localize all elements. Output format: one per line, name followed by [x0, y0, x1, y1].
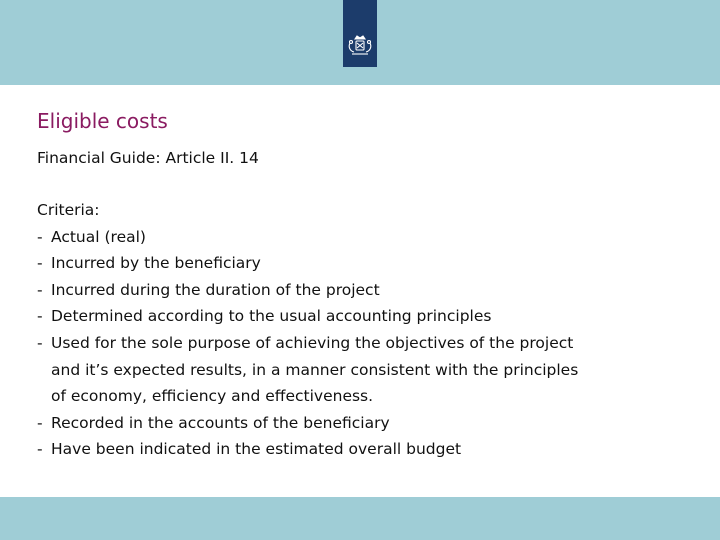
bullet-marker: - [37, 254, 43, 273]
bullet-marker: - [37, 227, 43, 246]
criteria-heading: Criteria: [37, 201, 100, 219]
criteria-item-text: Incurred during the duration of the project [51, 280, 380, 299]
criteria-item [37, 410, 707, 437]
criteria-item-text: Used for the sole purpose of achieving the objectives of the project [51, 333, 574, 352]
bullet-marker: - [37, 307, 43, 326]
criteria-item-text: Determined according to the usual accounting principles [51, 307, 492, 326]
criteria-item-text: Actual (real) [51, 227, 146, 246]
slide-title: Eligible costs [37, 109, 168, 133]
coat-of-arms-icon [347, 34, 373, 58]
criteria-item [37, 277, 707, 304]
criteria-item-text: Recorded in the accounts of the beneficiary [51, 413, 390, 432]
criteria-item [37, 330, 707, 410]
footer-band [0, 497, 720, 540]
criteria-item [37, 303, 707, 330]
criteria-item-text: Incurred by the beneficiary [51, 254, 261, 273]
bullet-marker: - [37, 440, 43, 459]
bullet-marker: - [37, 413, 43, 432]
bullet-marker: - [37, 333, 43, 352]
slide-subtitle: Financial Guide: Article II. 14 [37, 149, 259, 167]
criteria-item-continuation: of economy, efficiency and effectiveness. [51, 387, 374, 406]
criteria-list [37, 197, 707, 463]
logo-tab [343, 0, 377, 67]
criteria-item [37, 250, 707, 277]
criteria-item-text: Have been indicated in the estimated overall budget [51, 440, 462, 459]
bullet-marker: - [37, 280, 43, 299]
criteria-item [37, 224, 707, 251]
criteria-item [37, 436, 707, 463]
criteria-item-continuation: and it’s expected results, in a manner consistent with the principles [51, 360, 579, 379]
header-band [0, 0, 720, 85]
